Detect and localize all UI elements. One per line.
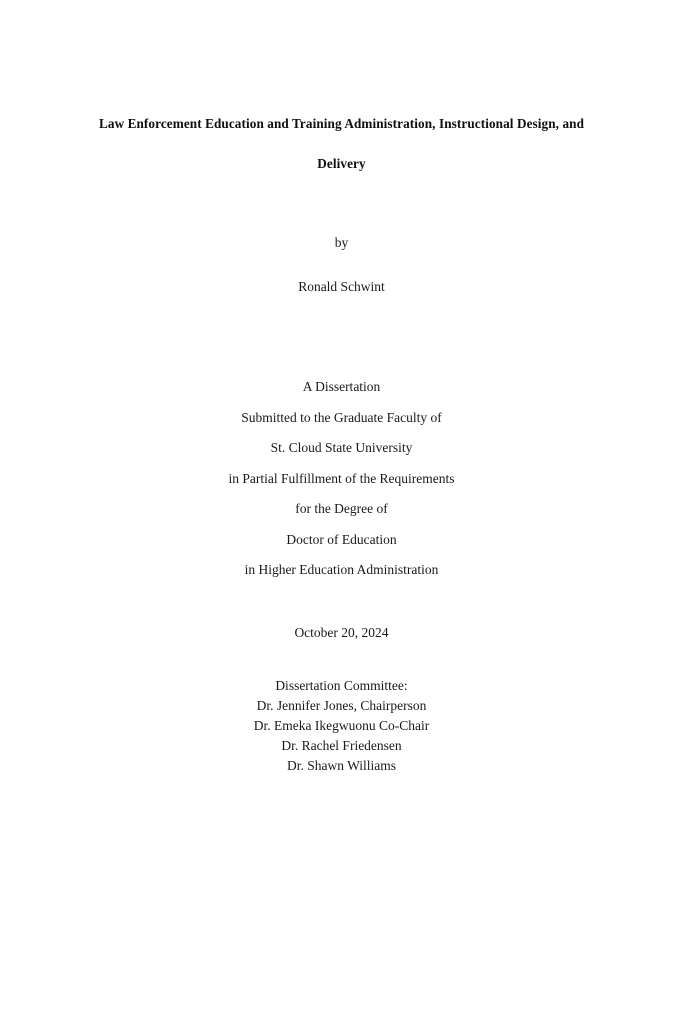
committee-heading: Dissertation Committee: xyxy=(275,677,408,693)
committee-member-4: Dr. Shawn Williams xyxy=(286,757,397,773)
date-text: October 20, 2024 xyxy=(294,624,389,640)
dissertation-line-4: in Partial Fulfillment of the Requirements xyxy=(228,470,455,486)
by-label: by xyxy=(334,235,349,250)
authorship-block xyxy=(0,228,683,302)
dissertation-line-7: in Higher Education Administration xyxy=(244,562,439,577)
dissertation-committee xyxy=(0,676,683,776)
document-title xyxy=(0,104,683,184)
dissertation-statement xyxy=(0,372,683,586)
dissertation-line-6: Doctor of Education xyxy=(286,531,397,547)
title-line-2: Delivery xyxy=(317,156,366,171)
dissertation-line-2: Submitted to the Graduate Faculty of xyxy=(241,409,442,425)
committee-member-2: Dr. Emeka Ikegwuonu Co-Chair xyxy=(253,717,430,733)
committee-member-3: Dr. Rachel Friedensen xyxy=(281,737,402,753)
title-line-1: Law Enforcement Education and Training Administration, Instructional Design, and xyxy=(98,116,585,131)
dissertation-line-5: for the Degree of xyxy=(295,501,388,516)
committee-member-1: Dr. Jennifer Jones, Chairperson xyxy=(256,697,427,713)
defense-date xyxy=(0,622,683,644)
dissertation-line-3: St. Cloud State University xyxy=(270,440,413,455)
dissertation-line-1: A Dissertation xyxy=(302,379,381,394)
author-name: Ronald Schwint xyxy=(298,279,385,294)
